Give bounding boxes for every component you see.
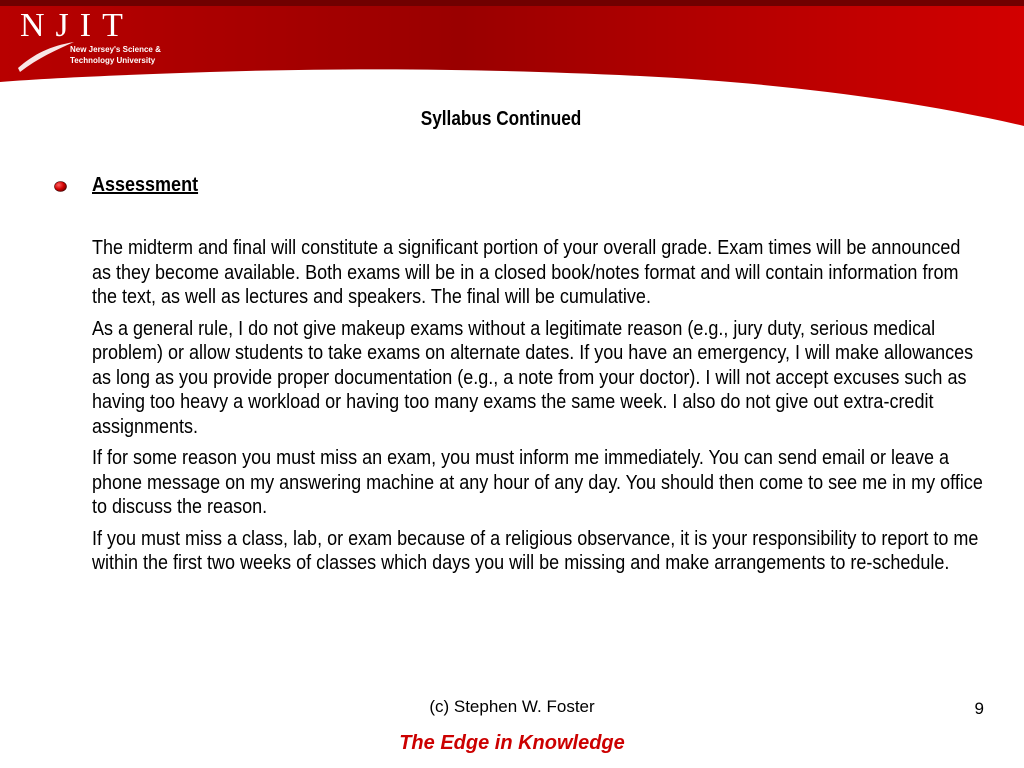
paragraph: As a general rule, I do not give makeup exams without a legitimate reason (e.g., jury duty, serious medical problem) or allow students to take exams on alternate dates. If you have an emergency, I will make allowances as long as you provide proper documentation (e.g., a note from your doctor). I will not accept excuses such as having too heavy a workload or having too many exams the same week. I also do not give out extra-credit assignments. [92,317,974,438]
logo-swoosh-icon [16,34,76,74]
paragraph: If you must miss a class, lab, or exam because of a religious observance, it is your responsibility to report to me within the first two weeks of classes which days you will be missing and make arrangements to re-schedule. [92,527,979,574]
body-text [92,236,983,583]
footer-slogan: The Edge in Knowledge [399,732,625,754]
logo-tagline: New Jersey's Science & Technology University [70,45,161,65]
bullet-icon [54,181,67,192]
paragraph: If for some reason you must miss an exam, you must inform me immediately. You can send email or leave a phone message on my answering machine at any hour of any day. You should then come to see me in my office to discuss the reason. [92,447,983,518]
section-heading: Assessment [92,174,199,196]
paragraph: The midterm and final will constitute a significant portion of your overall grade. Exam times will be announced as they become available. Both exams will be in a closed book/notes format and will contain information from the text, as well as lectures and speakers. The final will be cumulative. [92,237,961,308]
copyright-notice: (c) Stephen W. Foster [429,697,595,716]
page-number: 9 [974,699,984,718]
njit-logo [16,6,176,70]
slide-title: Syllabus Continued [420,108,582,130]
logo-wordmark: NJIT [20,7,134,44]
